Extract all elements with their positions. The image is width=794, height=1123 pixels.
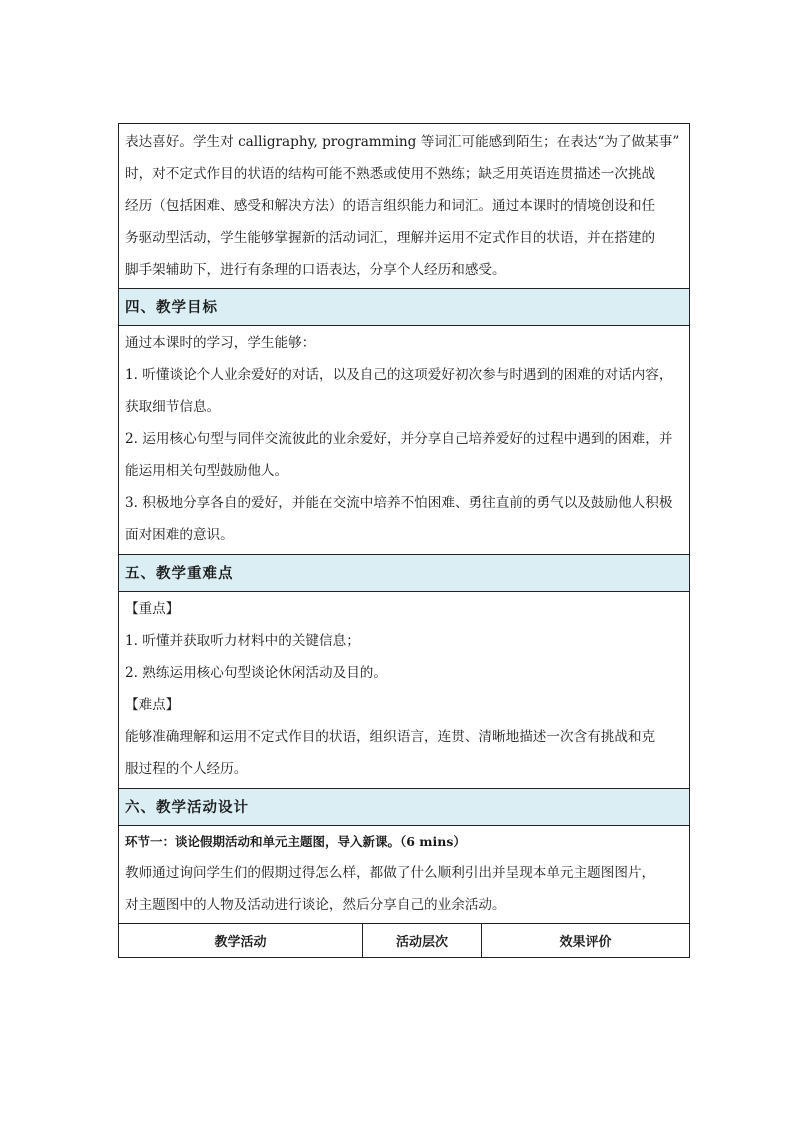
text-line: 1. 听懂谈论个人业余爱好的对话，以及自己的这项爱好初次参与时遇到的困难的对话内容， — [125, 367, 673, 383]
text-line: 对主题图中的人物及活动进行谈论，然后分享自己的业余活动。 — [125, 897, 506, 913]
text-line: 时，对不定式作目的状语的结构可能不熟悉或使用不熟练；缺乏用英语连贯描述一次挑战 — [125, 166, 656, 182]
activity-table-header — [118, 924, 690, 958]
text-line: 服过程的个人经历。 — [125, 761, 248, 777]
text-line: 通过本课时的学习，学生能够： — [125, 335, 316, 351]
text-line: 经历（包括困难、感受和解决方法）的语言组织能力和词汇。通过本课时的情境创设和任 — [125, 198, 656, 214]
text-line: 能运用相关句型鼓励他人。 — [125, 463, 289, 479]
step-one-title: 环节一：谈论假期活动和单元主题图，导入新课。（6 mins） — [125, 834, 466, 849]
text-line: 3. 积极地分享各自的爱好，并能在交流中培养不怕困难、勇往直前的勇气以及鼓励他人积极 — [125, 495, 673, 511]
section-heading-objectives: 四、教学目标 — [118, 289, 690, 326]
text-line: 1. 听懂并获取听力材料中的关键信息； — [125, 633, 360, 649]
lesson-plan-table — [118, 123, 690, 958]
text-line: 面对困难的意识。 — [125, 527, 234, 543]
text-line: 2. 运用核心句型与同伴交流彼此的业余爱好，并分享自己培养爱好的过程中遇到的困难，并 — [125, 431, 673, 447]
text-line: 脚手架辅助下，进行有条理的口语表达，分享个人经历和感受。 — [125, 262, 506, 278]
section-heading-activity-design: 六、教学活动设计 — [118, 789, 690, 826]
text-line: 获取细节信息。 — [125, 399, 221, 415]
text-line: 务驱动型活动，学生能够掌握新的活动词汇，理解并运用不定式作目的状语，并在搭建的 — [125, 230, 656, 246]
header-effect-evaluation: 效果评价 — [559, 935, 612, 950]
key-points-text — [118, 592, 690, 789]
objectives-text — [118, 326, 690, 555]
difficult-points-label: 【难点】 — [125, 697, 180, 713]
text-line: 教师通过询问学生们的假期过得怎么样，都做了什么顺利引出并呈现本单元主题图图片， — [125, 865, 656, 881]
header-teaching-activity: 教学活动 — [119, 924, 363, 957]
learner-analysis-text — [118, 123, 690, 289]
text-line: 能够准确理解和运用不定式作目的状语，组织语言，连贯、清晰地描述一次含有挑战和克 — [125, 729, 656, 745]
text-line: 表达喜好。学生对 calligraphy, programming 等词汇可能感到陌生；在表达“为了做某事” — [125, 134, 680, 150]
text-line: 2. 熟练运用核心句型谈论休闲活动及目的。 — [125, 665, 387, 681]
section-heading-key-points: 五、教学重难点 — [118, 555, 690, 592]
header-activity-level: 活动层次 — [363, 924, 482, 957]
step-one-text — [118, 826, 690, 924]
key-points-label: 【重点】 — [125, 601, 180, 617]
